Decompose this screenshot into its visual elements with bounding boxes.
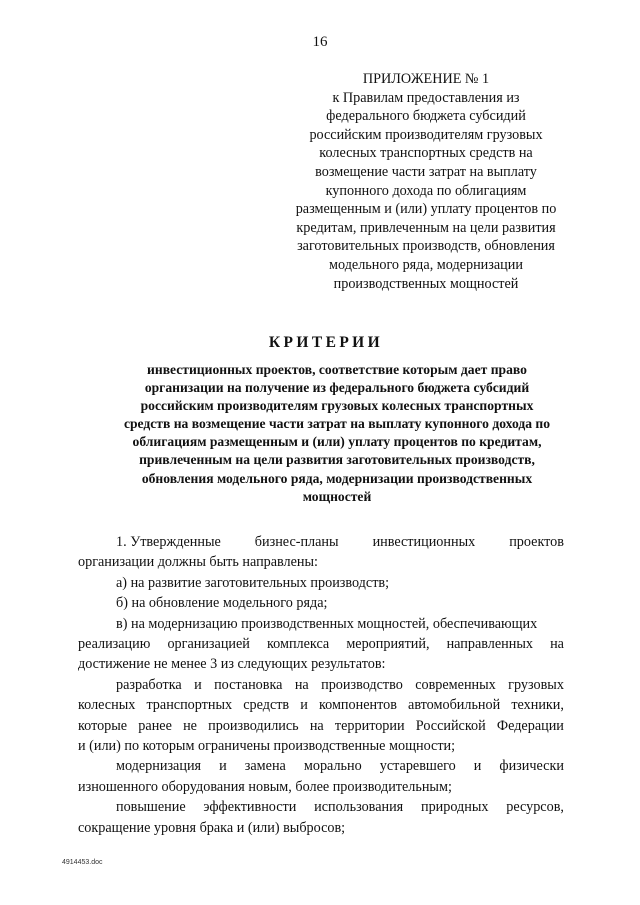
appendix-line: к Правилам предоставления из [332, 89, 520, 106]
criteria-subtitle-line: мощностей [302, 488, 372, 504]
text-line: изношенного оборудования новым, более производительным; [78, 778, 452, 795]
appendix-line: федерального бюджета субсидий [326, 108, 526, 125]
appendix-title: ПРИЛОЖЕНИЕ № 1 [362, 71, 490, 87]
justified-line: реализацию организацией комплекса мероприятий, направленных на [78, 636, 564, 653]
justified-line: разработка и постановка на производство современных грузовых [116, 676, 564, 693]
criteria-subtitle-line: обновления модельного ряда, модернизации производственных [141, 470, 533, 486]
appendix-line: размещенным и (или) уплату процентов по [295, 201, 557, 218]
result-3 [78, 797, 564, 838]
result-2 [78, 756, 564, 797]
justified-line: которые ранее не производились на территории Российской Федерации [78, 717, 564, 734]
appendix-line: производственных мощностей [333, 275, 519, 292]
criteria-subtitle-line: российским производителям грузовых колесных транспортных [140, 398, 534, 414]
justified-line: колесных транспортных средств и компонентов автомобильной техники, [78, 697, 564, 714]
page-number: 16 [312, 34, 328, 50]
item-c [78, 614, 564, 675]
criteria-title: КРИТЕРИИ [268, 334, 384, 351]
appendix-line: российским производителям грузовых [309, 126, 543, 143]
criteria-subtitle [98, 361, 576, 506]
justified-line: повышение эффективности использования природных ресурсов, [116, 799, 564, 816]
item-b: б) на обновление модельного ряда; [116, 595, 328, 612]
text-line: в) на модернизацию производственных мощностей, обеспечивающих [116, 615, 538, 632]
result-1 [78, 675, 564, 757]
criteria-subtitle-line: организации на получение из федерального бюджета субсидий [144, 380, 530, 396]
criteria-subtitle-line: инвестиционных проектов, соответствие которым дает право [147, 362, 527, 377]
criteria-subtitle-line: облигациям размещенным и (или) уплату процентов по кредитам, [132, 434, 542, 450]
criteria-subtitle-line: привлеченным на цели развития заготовительных производств, [139, 452, 535, 468]
appendix-line: заготовительных производств, обновления [297, 238, 555, 255]
appendix-line: кредитам, привлеченным на цели развития [296, 219, 556, 236]
text-line: сокращение уровня брака и (или) выбросов; [78, 819, 346, 836]
justified-line: модернизация и замена морально устаревшего и физически [116, 758, 564, 775]
paragraph-1 [78, 532, 564, 573]
appendix-line: возмещение части затрат на выплату [315, 163, 537, 180]
text-line: и (или) по которым ограничены производственные мощности; [78, 738, 456, 755]
document-file-id: 4914453.doc [62, 859, 103, 866]
item-a: а) на развитие заготовительных производств; [116, 574, 390, 591]
text-line: организации должны быть направлены: [78, 554, 319, 571]
document-body [78, 532, 564, 838]
appendix-header [262, 70, 590, 293]
justified-line: 1. Утвержденные бизнес-планы инвестиционных проектов [116, 534, 564, 550]
appendix-line: купонного дохода по облигациям [325, 182, 527, 199]
appendix-line: колесных транспортных средств на [319, 145, 533, 162]
criteria-subtitle-line: средств на возмещение части затрат на выплату купонного дохода по [123, 416, 551, 432]
text-line: достижение не менее 3 из следующих результатов: [78, 656, 386, 673]
appendix-line: модельного ряда, модернизации [329, 256, 523, 273]
